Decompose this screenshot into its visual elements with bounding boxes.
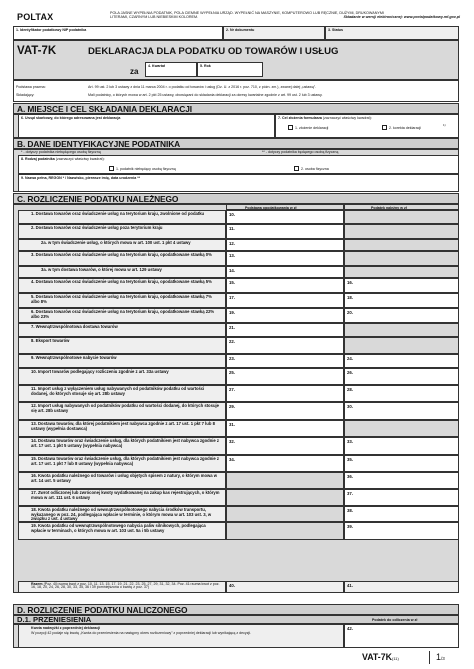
tax-office-field[interactable]: 6. Urząd skarbowy, do którego adresowana jest deklaracja bbox=[18, 114, 275, 138]
base-amount-field bbox=[226, 489, 344, 506]
purpose-declaration-checkbox[interactable] bbox=[288, 125, 293, 130]
footer-code: VAT-7K(11) bbox=[362, 652, 399, 662]
base-amount-field[interactable]: 27. bbox=[226, 385, 344, 402]
filers-label: Składający: bbox=[16, 93, 35, 97]
table-row bbox=[18, 455, 226, 472]
sum-tax-field: 41. bbox=[344, 581, 459, 593]
tax-amount-field[interactable]: 20. bbox=[344, 308, 459, 323]
section-a-header: A. MIEJSCE I CEL SKŁADANIA DEKLARACJI bbox=[13, 103, 459, 114]
row-label: 19. Kwota podatku od wewnątrzwspólnotowego nabycia paliw silnikowych, podlegająca wpłacie w terminach, o których mowa w art. 103 ust. 5a i 5b ustawy bbox=[31, 523, 206, 533]
row-label: 6. Dostawa towarów oraz świadczenie usług na terytorium kraju, opodatkowane stawką 22% albo 23% bbox=[31, 309, 215, 319]
instructions: POLA JASNE WYPEŁNIA PODATNIK, POLA CIEMNE WYPEŁNIA URZĄD. WYPEŁNIĆ NA MASZYNIE, KOMPUTEROWO LUB RĘCZNIE, DUŻYMI, DRUKOWANYMI LITERAMI, CZARNYM LUB NIEBIESKIM KOLOREM. Składanie w wersji elektronicznej: www.portalpodatkowy.mf.gov.pl bbox=[110, 11, 460, 20]
table-row bbox=[18, 437, 226, 455]
sum-row: Razem (Poz. 40=suma kwot z poz. 10, 11, 13, 15, 17, 19, 21, 22, 23, 25, 27, 29, 31, 32, 34. Poz. 41=suma kwot z poz. 16, 18, 20, 24, 26, 28, 30, 33, 35, 36 i 39 pomniejszona o kwotę z poz. 37) bbox=[18, 581, 226, 593]
sum-base-field: 40. bbox=[226, 581, 344, 593]
quarter-field[interactable]: 4. Kwartał bbox=[145, 62, 197, 77]
tax-amount-field bbox=[344, 420, 459, 437]
section-d1-header: D.1. PRZENIESIENIA bbox=[13, 615, 459, 624]
tax-amount-field[interactable]: 24. bbox=[344, 354, 459, 368]
tax-amount-field bbox=[344, 266, 459, 278]
row-label: 4. Dostawa towarów oraz świadczenie usług na terytorium kraju, opodatkowane stawką 5% bbox=[31, 279, 212, 284]
row-label: 16. Kwota podatku należnego od towarów i usług objętych spisem z natury, o którym mowa w art. 14 ust. 5 ustawy bbox=[31, 473, 218, 483]
row-label: 13. Dostawa towarów, dla której podatnikiem jest nabywca zgodnie z art. 17 ust. 1 pkt 7 lub 8 ustawy (wypełnia dostawca) bbox=[31, 421, 215, 431]
carry-field[interactable]: 42. bbox=[344, 624, 459, 648]
tax-amount-field[interactable]: 33. bbox=[344, 437, 459, 455]
publisher-logo: POLTAX bbox=[17, 12, 54, 22]
tax-amount-field bbox=[344, 251, 459, 266]
purpose-correction-checkbox[interactable] bbox=[382, 125, 387, 130]
status-field: 3. Status bbox=[325, 26, 459, 40]
legal-basis bbox=[13, 80, 459, 102]
tax-amount-field[interactable]: 35. bbox=[344, 455, 459, 472]
tax-amount-field[interactable]: 37. bbox=[344, 489, 459, 506]
base-amount-field[interactable]: 13. bbox=[226, 251, 344, 266]
tax-amount-field[interactable]: 26. bbox=[344, 368, 459, 385]
row-label: 1. Dostawa towarów oraz świadczenie usług na terytorium kraju, zwolnione od podatku bbox=[31, 211, 205, 216]
tax-amount-field[interactable]: 28. bbox=[344, 385, 459, 402]
table-row bbox=[18, 472, 226, 489]
table-row bbox=[18, 323, 226, 337]
tax-amount-field bbox=[344, 224, 459, 239]
filers-text: Mali podatnicy, o których mowa w art. 2 pkt 25 ustawy, obowiązani do składania deklaracji za okresy kwartalne zgodnie z art. 99 ust. 2 lub 3 ustawy. bbox=[88, 93, 323, 97]
base-amount-field[interactable]: 22. bbox=[226, 337, 344, 354]
table-row bbox=[18, 251, 226, 266]
note-natural: ** - dotyczy podatnika będącego osobą fizyczną bbox=[262, 150, 339, 154]
tax-amount-field bbox=[344, 323, 459, 337]
year-field[interactable]: 5. Rok bbox=[197, 62, 263, 77]
base-amount-field bbox=[226, 522, 344, 540]
row-label: 3a. w tym dostawa towarów, o której mowa w art. 129 ustawy bbox=[41, 267, 162, 272]
base-amount-field[interactable]: 14. bbox=[226, 266, 344, 278]
note-nonnatural: * - dotyczy podatnika niebędącego osobą fizyczną bbox=[21, 150, 101, 154]
base-amount-field bbox=[226, 506, 344, 522]
base-amount-field[interactable]: 17. bbox=[226, 293, 344, 308]
row-label: 12. Import usług nabywanych od podatników podatku od wartości dodanej, do których stosuje się art. 28b ustawy bbox=[31, 403, 219, 413]
base-amount-field[interactable]: 32. bbox=[226, 437, 344, 455]
base-amount-field[interactable]: 15. bbox=[226, 278, 344, 293]
base-amount-field[interactable]: 31. bbox=[226, 420, 344, 437]
base-amount-field[interactable]: 21. bbox=[226, 323, 344, 337]
row-label: 11. Import usług z wyłączeniem usług nabywanych od podatników podatku od wartości dodanej, do których stosuje się art. 28b ustawy bbox=[31, 386, 205, 396]
row-label: 15. Dostawa towarów oraz świadczenie usług, dla których podatnikiem jest nabywca zgodnie z art. 17 ust. 1 pkt 7 lub 8 ustawy (wypełnia nabywca) bbox=[31, 456, 220, 466]
table-row bbox=[18, 293, 226, 308]
section-c-header: C. ROZLICZENIE PODATKU NALEŻNEGO bbox=[13, 193, 459, 204]
row-label: 3. Dostawa towarów oraz świadczenie usług na terytorium kraju, opodatkowane stawką 0% bbox=[31, 252, 212, 257]
legal-basis-text: Art. 99 ust. 2 lub 3 ustawy z dnia 11 marca 2004 r. o podatku od towarów i usług (Dz. U. z 2016 r. poz. 710, z późn. zm.), zwanej dalej „ustawą”. bbox=[88, 85, 317, 89]
table-row bbox=[18, 368, 226, 385]
taxpayer-natural-checkbox[interactable] bbox=[294, 166, 299, 171]
tax-amount-field[interactable]: 38. bbox=[344, 506, 459, 522]
table-row bbox=[18, 224, 226, 239]
purpose-field: 7. Cel złożenia formularza (zaznaczyć właściwy kwadrat): 1. złożenie deklaracji 2. korekta deklaracji 1) bbox=[275, 114, 459, 138]
base-amount-field[interactable]: 19. bbox=[226, 308, 344, 323]
table-row bbox=[18, 385, 226, 402]
row-label: 9. Wewnątrzwspólnotowe nabycie towarów bbox=[31, 355, 117, 360]
table-row bbox=[18, 337, 226, 354]
table-row bbox=[18, 506, 226, 522]
footer-divider bbox=[429, 651, 430, 664]
table-row bbox=[18, 402, 226, 420]
base-amount-field[interactable]: 34. bbox=[226, 455, 344, 472]
row-label: 10. Import towarów podlegający rozliczeniu zgodnie z art. 33a ustawy bbox=[31, 369, 169, 374]
row-label: 8. Eksport towarów bbox=[31, 338, 70, 343]
row-label: 7. Wewnątrzwspólnotowa dostawa towarów bbox=[31, 324, 118, 329]
table-row bbox=[18, 266, 226, 278]
base-amount-field[interactable]: 25. bbox=[226, 368, 344, 385]
form-code: VAT-7K bbox=[17, 45, 57, 57]
base-amount-field[interactable]: 12. bbox=[226, 239, 344, 251]
tax-amount-field[interactable]: 16. bbox=[344, 278, 459, 293]
table-row bbox=[18, 278, 226, 293]
efiling-link[interactable]: Składanie w wersji elektronicznej: www.portalpodatkowy.mf.gov.pl bbox=[343, 15, 460, 20]
za-label: za bbox=[130, 67, 139, 76]
base-amount-field[interactable]: 23. bbox=[226, 354, 344, 368]
section-b-header: B. DANE IDENTYFIKACYJNE PODATNIKA bbox=[13, 138, 459, 149]
table-row bbox=[18, 420, 226, 437]
carry-row: Kwota nadwyżki z poprzedniej deklaracji W pozycji 42 podaje się kwotę „Kwota do przeniesienia na następny okres rozliczeniowy” z poprzedniej deklaracji lub wynikającą z decyzji. bbox=[18, 624, 344, 648]
legal-basis-label: Podstawa prawna: bbox=[16, 85, 46, 89]
tax-amount-field[interactable]: 39. bbox=[344, 522, 459, 540]
base-amount-field[interactable]: 11. bbox=[226, 224, 344, 239]
table-row bbox=[18, 522, 226, 540]
base-amount-field[interactable]: 29. bbox=[226, 402, 344, 420]
row-label: 2. Dostawa towarów oraz świadczenie usług poza terytorium kraju bbox=[31, 225, 163, 230]
table-row bbox=[18, 354, 226, 368]
tax-amount-field bbox=[344, 210, 459, 224]
tax-amount-field bbox=[344, 239, 459, 251]
form-title: DEKLARACJA DLA PODATKU OD TOWARÓW I USŁUG bbox=[88, 46, 339, 57]
row-label: 2a. w tym świadczenie usług, o których mowa w art. 100 ust. 1 pkt 4 ustawy bbox=[41, 240, 191, 245]
tax-amount-field[interactable]: 18. bbox=[344, 293, 459, 308]
table-row bbox=[18, 308, 226, 323]
row-label: 17. Zwrot odliczonej lub zwróconej kwoty wydatkowanej na zakup kas rejestrujących, o którym mowa w art. 111 ust. 6 ustawy bbox=[31, 490, 220, 500]
section-d-header: D. ROZLICZENIE PODATKU NALICZONEGO bbox=[13, 604, 459, 615]
table-row bbox=[18, 239, 226, 251]
base-amount-field bbox=[226, 472, 344, 489]
table-row bbox=[18, 210, 226, 224]
row-label: 14. Dostawa towarów oraz świadczenie usług, dla których podatnikiem jest nabywca zgodnie z art. 17 ust. 1 pkt 5 ustawy (wypełnia nabywca) bbox=[31, 438, 220, 448]
row-label: 18. Kwota podatku należnego od wewnątrzwspólnotowego nabycia środków transportu, wykazanego w poz. 24, podlegająca wpłacie w terminie, o którym mowa w art. 103 ust. 3, w związku z ust. 4 ustawy bbox=[31, 507, 212, 522]
taxpayer-name-field[interactable]: 9. Nazwa pełna, REGON * / Nazwisko, pierwsze imię, data urodzenia ** bbox=[18, 174, 459, 192]
col-header-base: Podstawa opodatkowania w zł bbox=[226, 204, 344, 210]
tax-amount-field[interactable]: 36. bbox=[344, 472, 459, 489]
col-header-tax: Podatek należny w zł bbox=[344, 204, 459, 210]
taxpayer-type-field: 8. Rodzaj podatnika (zaznaczyć właściwy kwadrat): 1. podatnik niebędący osobą fizyczną 2. osoba fizyczna bbox=[18, 155, 459, 174]
tax-amount-field bbox=[344, 337, 459, 354]
base-amount-field[interactable]: 10. bbox=[226, 210, 344, 224]
col-header-deduct: Podatek do odliczenia w zł bbox=[372, 618, 418, 622]
page-number: 1/3 bbox=[436, 652, 445, 662]
nip-field[interactable]: 1. Identyfikator podatkowy NIP podatnika bbox=[13, 26, 223, 40]
taxpayer-nonnatural-checkbox[interactable] bbox=[109, 166, 114, 171]
doc-no-field: 2. Nr dokumentu bbox=[223, 26, 325, 40]
tax-amount-field[interactable]: 30. bbox=[344, 402, 459, 420]
table-row bbox=[18, 489, 226, 506]
row-label: 5. Dostawa towarów oraz świadczenie usług na terytorium kraju, opodatkowane stawką 7% albo 8% bbox=[31, 294, 212, 304]
